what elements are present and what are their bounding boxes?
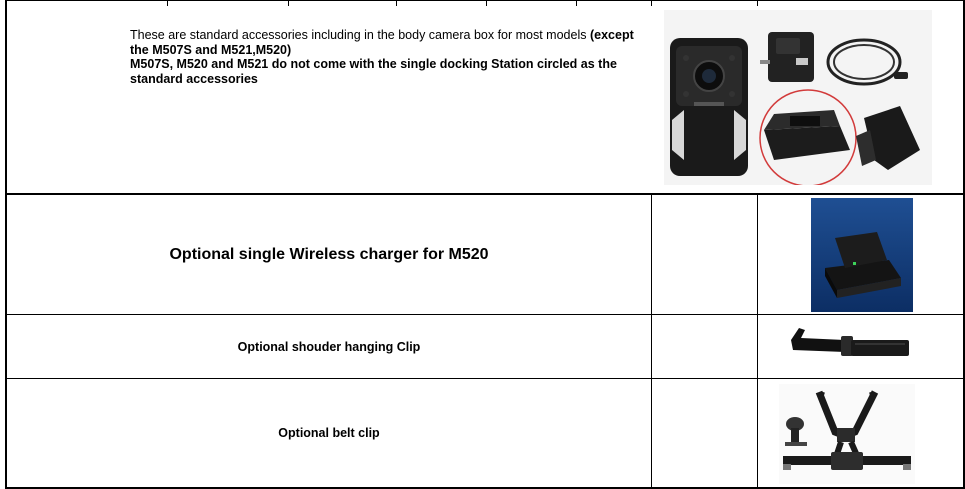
shoulder-clip-icon	[791, 328, 909, 356]
intro-note-text: M507S, M520 and M521 do not come with the single docking Station circled as the standard accessories	[130, 57, 617, 86]
intro-exception-text: (except the M507S and M521,M520)	[130, 28, 634, 57]
top-stub	[396, 0, 397, 6]
top-stub	[651, 0, 652, 6]
shoulder-clip-photo	[785, 322, 915, 370]
column-divider-a	[651, 195, 652, 488]
shoulder-clip-label: Optional shouder hanging Clip	[237, 339, 421, 354]
chest-harness-photo	[779, 384, 915, 484]
top-stub	[576, 0, 577, 6]
body-camera-accessories-photo	[664, 10, 932, 185]
column-divider-b	[757, 195, 758, 488]
top-stub	[288, 0, 289, 6]
body-camera-icon	[670, 38, 748, 176]
top-stub	[486, 0, 487, 6]
table-border-top	[5, 0, 965, 1]
usb-charger-icon	[760, 32, 814, 82]
wireless-charger-label: Optional single Wireless charger for M520	[169, 245, 489, 263]
wireless-charger-photo	[811, 198, 913, 312]
top-stub	[757, 0, 758, 6]
belt-clip-label: Optional belt clip	[278, 426, 380, 440]
top-stub	[167, 0, 168, 6]
intro-text: These are standard accessories including in the body camera box for most models	[130, 28, 587, 42]
docking-station-icon	[760, 90, 856, 185]
standard-accessories-description	[130, 28, 645, 86]
